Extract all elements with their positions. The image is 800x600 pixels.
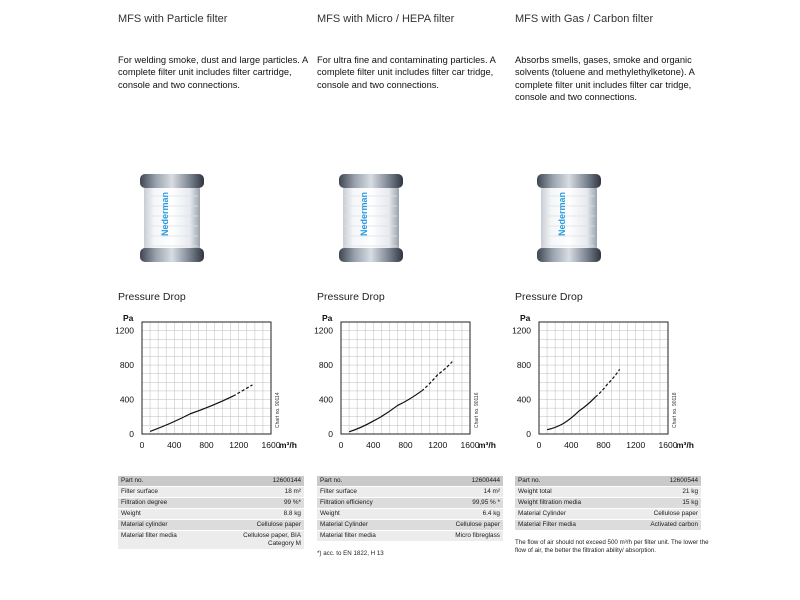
x-axis-label: m³/h (279, 440, 297, 450)
filter-brand-text: Nederman (359, 191, 369, 236)
footnote: The flow of air should not exceed 500 m³/h per filter unit. The lower the flow of air, the better the filtration ability/ absorption. (515, 539, 709, 555)
spec-row (515, 520, 701, 531)
y-axis-label: Pa (123, 313, 134, 323)
pressure-curve-dashed (233, 385, 252, 396)
spec-label: Weight total (515, 487, 634, 498)
x-tick-label: 1200 (428, 440, 448, 450)
spec-value: 99,95 % * (436, 498, 503, 509)
spec-value: 99 %* (237, 498, 304, 509)
chart-number-label: Chart no. 90118 (672, 392, 678, 428)
spec-row (317, 487, 503, 498)
spec-label: Material cylinder (118, 520, 237, 531)
spec-value: 12600144 (237, 476, 304, 487)
spec-label: Filter surface (118, 487, 237, 498)
spec-label: Material Cylinder (317, 520, 436, 531)
x-tick-label: 0 (338, 440, 344, 450)
product-title: MFS with Micro / HEPA filter (317, 13, 455, 25)
x-tick-label: 1600 (460, 440, 480, 450)
spec-value: Cellulose paper (237, 520, 304, 531)
spec-value: Activated carbon (634, 520, 701, 531)
y-tick-label: 1200 (115, 325, 134, 336)
x-tick-label: 800 (199, 440, 214, 450)
y-tick-label: 800 (516, 360, 531, 371)
product-column (115, 0, 308, 600)
spec-label: Weight (317, 509, 436, 520)
spec-label: Weight filtration media (515, 498, 634, 509)
spec-value: 14 m² (436, 487, 503, 498)
pressure-curve-dashed (422, 362, 453, 391)
filter-cartridge-image (535, 172, 603, 264)
spec-value: Cellulose paper (634, 509, 701, 520)
product-title: MFS with Gas / Carbon filter (515, 13, 654, 25)
x-tick-label: 1600 (261, 440, 281, 450)
filter-brand-text: Nederman (160, 191, 170, 236)
spec-label: Part no. (515, 476, 634, 487)
x-tick-label: 1200 (626, 440, 646, 450)
spec-row (118, 498, 304, 509)
y-tick-label: 400 (516, 394, 531, 405)
spec-label: Part no. (118, 476, 237, 487)
spec-label: Material filter media (118, 531, 237, 550)
spec-label: Filter surface (317, 487, 436, 498)
filter-image-wrap (138, 172, 206, 264)
spec-table-header (317, 476, 503, 487)
spec-value: 15 kg (634, 498, 701, 509)
product-column (512, 0, 709, 600)
filter-image-wrap (535, 172, 603, 264)
product-column (314, 0, 507, 600)
y-axis-label: Pa (322, 313, 333, 323)
pressure-curve (349, 391, 422, 432)
spec-table (515, 476, 701, 531)
pressure-drop-chart (512, 311, 712, 471)
spec-row (118, 520, 304, 531)
spec-row (317, 509, 503, 520)
spec-label: Material filter media (317, 531, 436, 542)
spec-row (515, 498, 701, 509)
y-tick-label: 800 (318, 360, 333, 371)
filter-cartridge-image (138, 172, 206, 264)
x-tick-label: 800 (596, 440, 611, 450)
x-axis-label: m³/h (676, 440, 694, 450)
spec-table-header (118, 476, 304, 487)
pressure-drop-chart (115, 311, 315, 471)
x-tick-label: 0 (139, 440, 145, 450)
spec-table (118, 476, 304, 550)
y-tick-label: 0 (129, 429, 134, 439)
spec-value: 8.8 kg (237, 509, 304, 520)
product-title: MFS with Particle filter (118, 13, 228, 25)
product-description: Absorbs smells, gases, smoke and organic solvents (toluene and methylethylketone). A complete filter unit includes filter car tridge, console and two connections. (515, 55, 695, 103)
footnote: *) acc. to EN 1822, H 13 (317, 550, 384, 557)
spec-label: Part no. (317, 476, 436, 487)
product-description: For welding smoke, dust and large particles. A complete filter unit includes filter cartridge, console and two connections. (118, 55, 308, 90)
spec-row (515, 487, 701, 498)
y-axis-label: Pa (520, 313, 531, 323)
x-axis-label: m³/h (478, 440, 496, 450)
x-tick-label: 400 (564, 440, 579, 450)
filter-brand-text: Nederman (557, 191, 567, 236)
pressure-drop-chart (314, 311, 514, 471)
spec-value: 21 kg (634, 487, 701, 498)
y-tick-label: 0 (526, 429, 531, 439)
chart-heading: Pressure Drop (515, 291, 583, 303)
y-tick-label: 400 (318, 394, 333, 405)
chart-heading: Pressure Drop (118, 291, 186, 303)
filter-cartridge-image (337, 172, 405, 264)
x-tick-label: 1600 (658, 440, 678, 450)
chart-number-label: Chart no. 90114 (275, 392, 281, 428)
spec-row (515, 509, 701, 520)
spec-value: 6.4 kg (436, 509, 503, 520)
spec-value: Cellulose paper (436, 520, 503, 531)
y-tick-label: 800 (119, 360, 134, 371)
spec-value: 18 m² (237, 487, 304, 498)
spec-row (317, 531, 503, 542)
spec-value: Cellulose paper, BIA Category M (237, 531, 304, 550)
x-tick-label: 0 (536, 440, 542, 450)
spec-row (118, 509, 304, 520)
spec-label: Filtration degree (118, 498, 237, 509)
chart-heading: Pressure Drop (317, 291, 385, 303)
spec-label: Filtration efficiency (317, 498, 436, 509)
spec-value: 12600444 (436, 476, 503, 487)
pressure-curve (150, 396, 233, 431)
x-tick-label: 400 (366, 440, 381, 450)
y-tick-label: 400 (119, 394, 134, 405)
spec-label: Material Filter media (515, 520, 634, 531)
x-tick-label: 400 (167, 440, 182, 450)
chart-number-label: Chart no. 90116 (474, 392, 480, 428)
y-tick-label: 1200 (314, 325, 333, 336)
spec-value: Micro fibreglass (436, 531, 503, 542)
spec-row (118, 531, 304, 550)
x-tick-label: 1200 (229, 440, 249, 450)
spec-table-header (515, 476, 701, 487)
spec-label: Weight (118, 509, 237, 520)
spec-value: 12600544 (634, 476, 701, 487)
spec-row (118, 487, 304, 498)
y-tick-label: 0 (328, 429, 333, 439)
filter-image-wrap (337, 172, 405, 264)
product-description: For ultra fine and contaminating particles. A complete filter unit includes filter car tridge, console and two connections. (317, 55, 496, 90)
spec-table (317, 476, 503, 542)
spec-row (317, 498, 503, 509)
y-tick-label: 1200 (512, 325, 531, 336)
spec-row (317, 520, 503, 531)
spec-label: Material Cylinder (515, 509, 634, 520)
x-tick-label: 800 (398, 440, 413, 450)
